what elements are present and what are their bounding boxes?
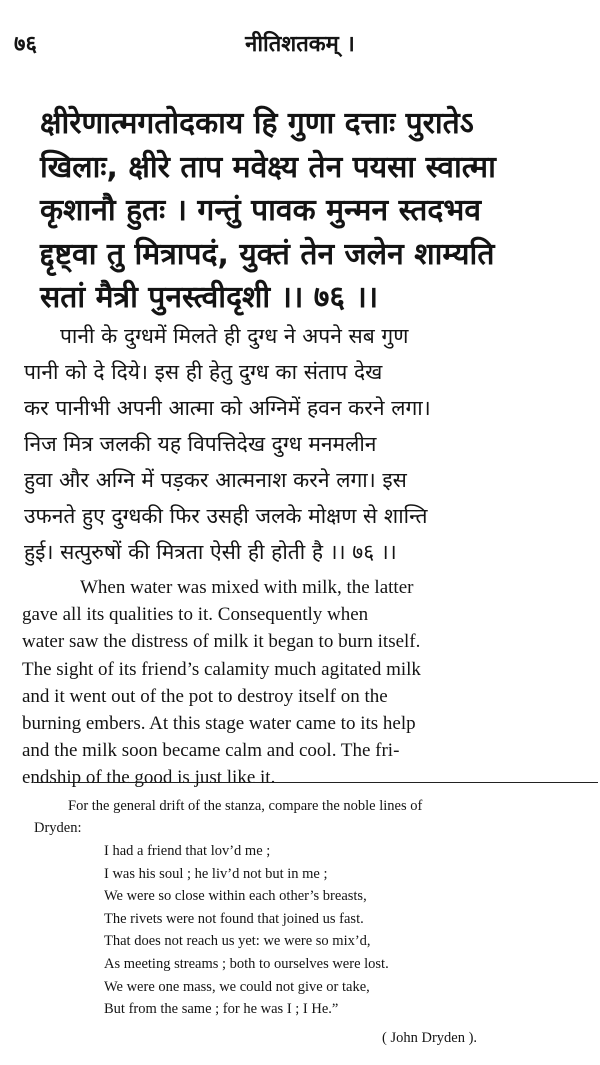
hindi-line: कर पानीभी अपनी आत्मा को अग्निमें हवन करने लगा। bbox=[24, 396, 431, 420]
english-line: and it went out of the pot to destroy itself on the bbox=[22, 685, 388, 707]
hindi-line: उफनते हुए दुग्धकी फिर उसही जलके मोक्षण से शान्ति bbox=[24, 504, 428, 528]
verse-line: क्षीरेणात्मगतोदकाय हि गुणा दत्ताः पुरातेऽ bbox=[40, 106, 474, 141]
poem-line: I had a friend that lov’d me ; bbox=[104, 843, 271, 859]
footnote bbox=[34, 795, 594, 839]
page-header bbox=[0, 28, 600, 68]
english-line: gave all its qualities to it. Consequently when bbox=[22, 604, 369, 626]
poem-line: That does not reach us yet: we were so mix’d, bbox=[104, 933, 371, 950]
poem-attribution: ( John Dryden ). bbox=[382, 1030, 478, 1046]
english-line: endship of the good is just like it. bbox=[22, 767, 276, 789]
hindi-line: पानी को दे दिये। इस ही हेतु दुग्ध का संताप देख bbox=[24, 360, 383, 384]
poem-line: We were one mass, we could not give or take, bbox=[104, 978, 370, 995]
dryden-poem bbox=[104, 840, 389, 1021]
poem-line: But from the same ; for he was I ; I He.” bbox=[104, 1001, 339, 1018]
footnote-divider bbox=[34, 782, 598, 783]
hindi-line: पानी के दुग्धमें मिलते ही दुग्ध ने अपने सब गुण bbox=[60, 324, 409, 348]
english-line: water saw the distress of milk it began to burn itself. bbox=[22, 631, 421, 653]
sanskrit-verse bbox=[40, 102, 588, 320]
poem-line: The rivets were not found that joined us fast. bbox=[104, 910, 364, 927]
english-line: When water was mixed with milk, the latter bbox=[80, 577, 414, 598]
page-number: ७६ bbox=[14, 32, 37, 57]
hindi-line: हुवा और अग्नि में पड़कर आत्मनाश करने लगा। इस bbox=[24, 468, 407, 492]
footnote-intro-line: For the general drift of the stanza, compare the noble lines of bbox=[68, 798, 423, 814]
verse-line: कृशानौ हुतः । गन्तुं पावक मुन्मन स्तदभव bbox=[40, 193, 482, 228]
poem-line: As meeting streams ; both to ourselves were lost. bbox=[104, 955, 389, 972]
running-title: नीतिशतकम् । bbox=[245, 32, 355, 57]
poem-line: I was his soul ; he liv’d not but in me ; bbox=[104, 865, 328, 882]
verse-line: द्दृष्ट्वा तु मित्रापदं, युक्तं तेन जलेन शाम्यति bbox=[40, 236, 495, 272]
english-line: burning embers. At this stage water came to its help bbox=[22, 713, 416, 735]
english-translation bbox=[22, 574, 582, 792]
hindi-line: हुई। सत्पुरुषों की मित्रता ऐसी ही होती है ।। ७६ ।। bbox=[24, 540, 397, 564]
verse-line: सतां मैत्री पुनस्त्वीदृशी ।। ७६ ।। bbox=[40, 280, 379, 315]
hindi-translation bbox=[24, 318, 584, 570]
hindi-line: निज मित्र जलकी यह विपत्तिदेख दुग्ध मनमलीन bbox=[24, 432, 377, 456]
english-line: The sight of its friend’s calamity much agitated milk bbox=[22, 658, 421, 680]
poem-line: We were so close within each other’s breasts, bbox=[104, 888, 367, 905]
verse-line: खिलाः, क्षीरे ताप मवेक्ष्य तेन पयसा स्वात्मा bbox=[40, 149, 496, 185]
footnote-intro-line: Dryden: bbox=[34, 820, 82, 836]
english-line: and the milk soon became calm and cool. The fri- bbox=[22, 740, 400, 762]
